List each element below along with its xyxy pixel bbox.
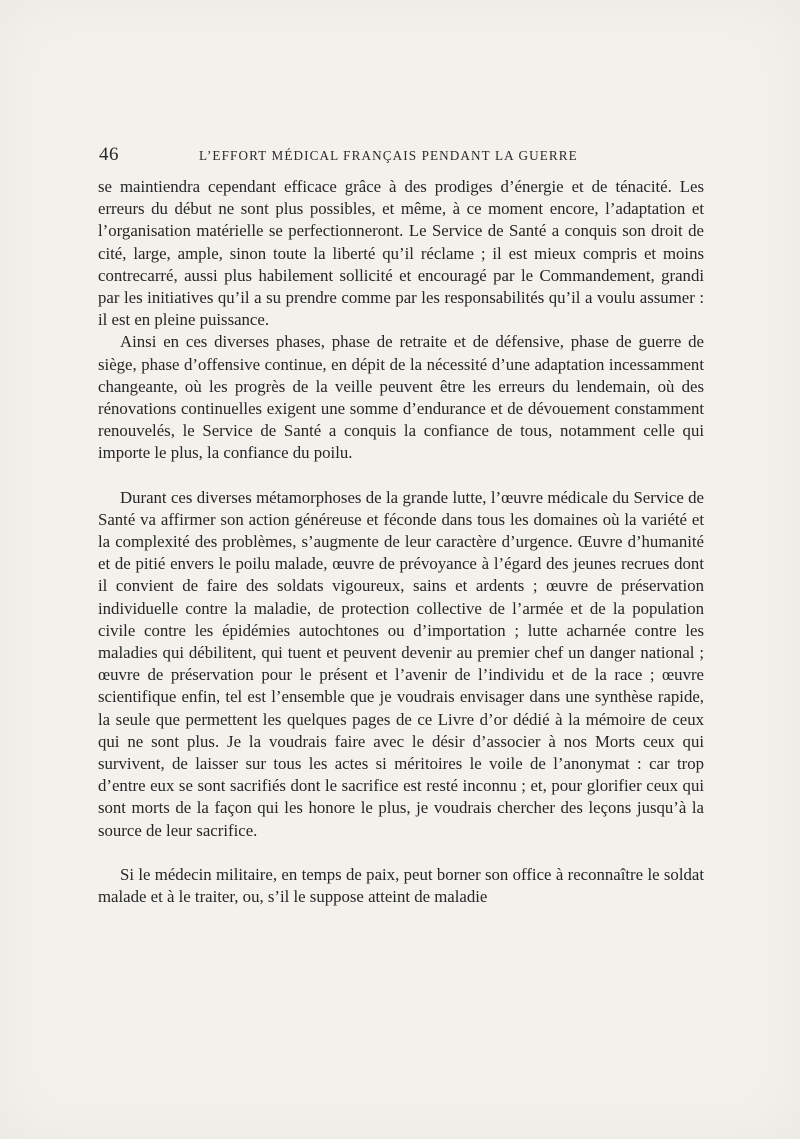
paragraph-metamorphoses: Durant ces diverses métamorphoses de la grande lutte, l’œuvre médicale du Service de Santé va affirmer son action généreuse et féconde dans tous les domaines où la variété et la complexité des problèmes, s’augmente de leur caractère d’urgence. Œuvre d’humanité et de pitié envers le poilu malade, œuvre de prévoyance à l’égard des jeunes recrues dont il convient de faire des soldats vigoureux, sains et ardents ; œuvre de préservation individuelle contre la maladie, de protection collective de l’armée et de la population civile contre les épidémies autochtones ou d’importation ; lutte acharnée contre les maladies qui débilitent, qui tuent et peuvent devenir au premier chef un danger national ; œuvre de préservation pour le présent et l’avenir de l’individu et de la race ; œuvre scientifique enfin, tel est l’ensemble que je voudrais envisager dans une synthèse rapide, la seule que permettent les quelques pages de ce Livre d’or dédié à la mémoire de ceux qui ne sont plus. Je la voudrais faire avec le désir d’associer à nos Morts ceux qui survivent, de laisser sur tous les actes si méritoires le voile de l’anonymat : car trop d’entre eux se sont sacrifiés dont le sacrifice est resté inconnu ; et, pour glorifier ceux qui sont morts de la façon qui les honore le plus, je voudrais chercher des leçons jusqu’à la source de leur sacrifice. — [98, 487, 704, 840]
running-title: L’EFFORT MÉDICAL FRANÇAIS PENDANT LA GUERRE — [199, 148, 578, 163]
paragraph-continuation: se maintiendra cependant efficace grâce à des prodiges d’énergie et de ténacité. Les erreurs du début ne sont plus possibles, et même, à ce moment encore, l’adaptation et l’organisation matérielle se perfectionneront. Le Service de Santé a conquis son droit de cité, large, ample, sinon toute la liberté qu’il réclame ; il est mieux compris et moins contrecarré, aussi plus habilement sollicité et encouragé par le Commandement, grandi par les initiatives qu’il a su prendre comme par les responsabilités qu’il a voulu assumer : il est en pleine puissance. — [98, 177, 704, 330]
page-number: 46 — [99, 144, 119, 165]
body-text — [98, 176, 704, 908]
paragraph-military-doctor: Si le médecin militaire, en temps de paix, peut borner son office à reconnaître le soldat malade et à le traiter, ou, s’il le suppose atteint de maladie — [98, 864, 704, 907]
page-header — [99, 144, 599, 166]
paragraph-phases: Ainsi en ces diverses phases, phase de retraite et de défensive, phase de guerre de siège, phase d’offensive continue, en dépit de la nécessité d’une adaptation incessamment changeante, où les progrès de la veille peuvent être les erreurs du lendemain, où des rénovations continuelles exigent une somme d’endurance et de dévouement constamment renouvelés, le Service de Santé a conquis la confiance de tous, notamment celle qui importe le plus, la confiance du poilu. — [98, 332, 704, 463]
